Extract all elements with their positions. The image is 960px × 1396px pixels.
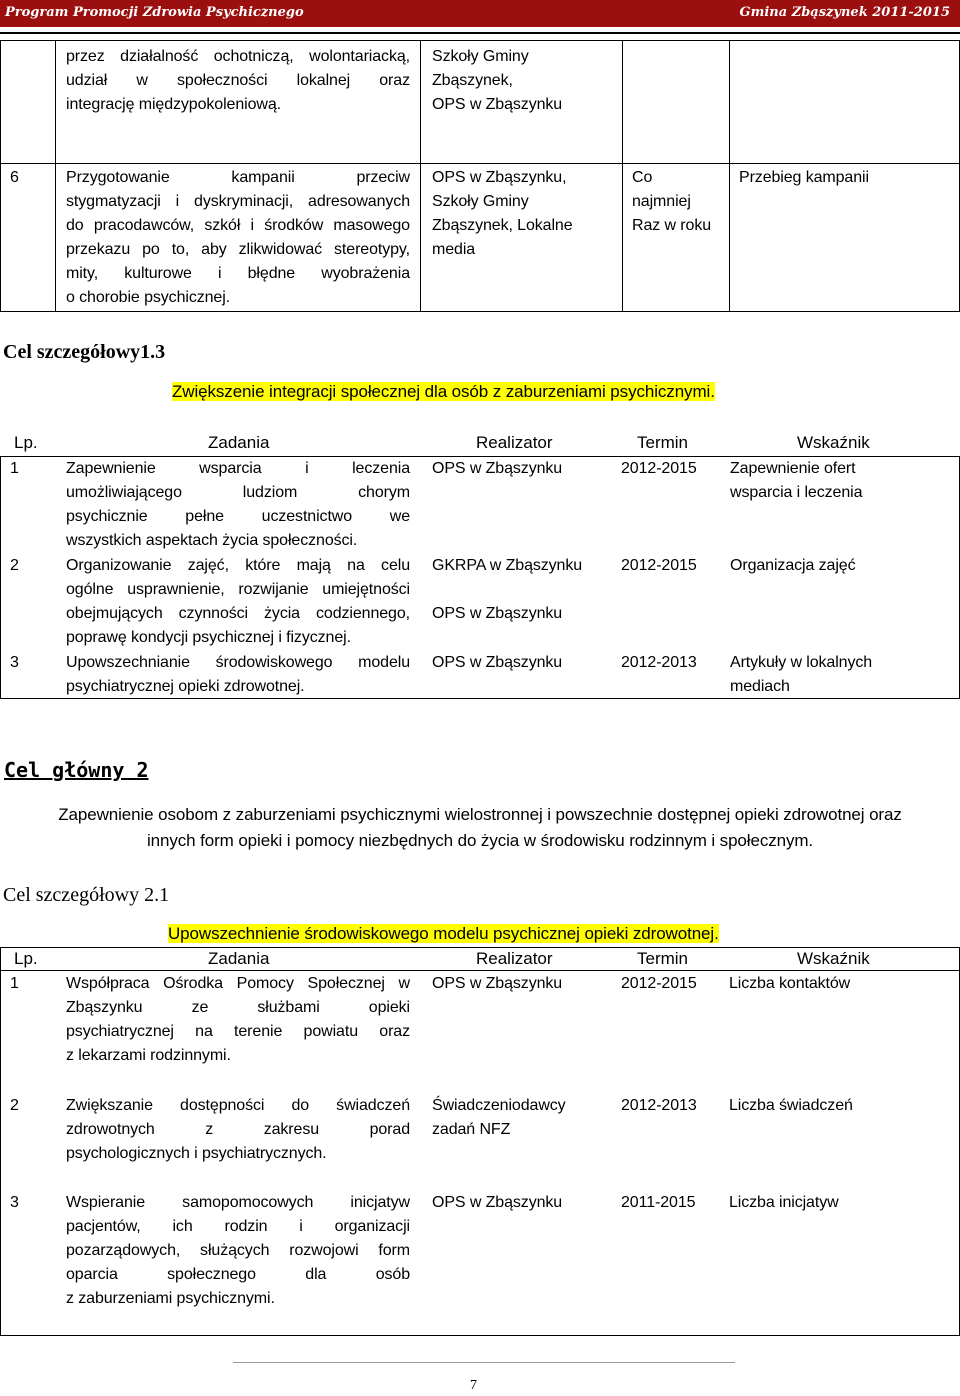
table-border bbox=[0, 970, 960, 971]
header-rule bbox=[0, 32, 960, 34]
task-line: psychiatrycznej opieki zdrowotnej. bbox=[66, 678, 305, 695]
realizer-cell bbox=[432, 166, 617, 262]
table-border bbox=[0, 40, 1, 311]
term-cell: 2012-2015 bbox=[621, 975, 697, 992]
task-line: obejmujących czynności życia codziennego, bbox=[66, 605, 410, 622]
task-line: do pracodawców, szkół i środków masowego bbox=[66, 217, 410, 234]
realizer-line: media bbox=[432, 241, 476, 258]
task-line: z lekarzami rodzinnymi. bbox=[66, 1047, 231, 1064]
task-line: Zbąszynku ze służbami opieki bbox=[66, 999, 410, 1016]
header-program-title: Program Promocji Zdrowia Psychicznego bbox=[5, 5, 304, 20]
table-border bbox=[0, 947, 960, 948]
col-header-term: Termin bbox=[637, 949, 689, 968]
realizer-line: zadań NFZ bbox=[432, 1121, 511, 1138]
task-line: ogólne usprawnienie, rozwijanie umiejętności bbox=[66, 581, 410, 598]
table-border bbox=[0, 311, 960, 312]
task-line: wszystkich aspektach życia społeczności. bbox=[66, 532, 358, 549]
col-header-indicator: Wskaźnik bbox=[797, 949, 870, 968]
realizer-line: OPS w Zbąszynku bbox=[432, 96, 563, 113]
indicator-cell bbox=[730, 651, 955, 699]
col-header-term: Termin bbox=[637, 433, 689, 452]
col-header-realizer: Realizator bbox=[476, 949, 553, 968]
realizer-line: Zbąszynek, Lokalne bbox=[432, 217, 573, 234]
term-line: najmniej bbox=[632, 193, 691, 210]
realizer-cell: GKRPA w Zbąszynku bbox=[432, 557, 583, 574]
task-line: Przygotowanie kampanii przeciw bbox=[66, 169, 410, 186]
indicator-line: Zapewnienie ofert bbox=[730, 460, 856, 477]
task-line: psychologicznych i psychiatrycznych. bbox=[66, 1145, 327, 1162]
indicator-cell: Organizacja zajęć bbox=[730, 557, 856, 574]
task-line: Zapewnienie wsparcia i leczenia bbox=[66, 460, 410, 477]
description-line: innych form opieki i pomocy niezbędnych do życia w środowisku rodzinnym i społecznym. bbox=[146, 831, 814, 850]
term-cell bbox=[632, 166, 727, 238]
goal-2-1-heading: Cel szczegółowy 2.1 bbox=[3, 884, 170, 906]
footer-rule bbox=[233, 1362, 735, 1363]
col-header-tasks: Zadania bbox=[208, 433, 270, 452]
row-number: 1 bbox=[10, 975, 19, 992]
main-goal-2-description bbox=[0, 802, 960, 854]
table-border bbox=[0, 456, 1, 698]
indicator-cell: Liczba świadczeń bbox=[729, 1097, 853, 1114]
term-line: Co bbox=[632, 169, 653, 186]
table-border bbox=[729, 40, 730, 311]
task-line: udział w społeczności lokalnej oraz bbox=[66, 72, 410, 89]
objective-highlight: Upowszechnienie środowiskowego modelu psychicznej opieki zdrowotnej. bbox=[168, 924, 719, 943]
table-border bbox=[55, 40, 56, 311]
task-cell bbox=[66, 1094, 410, 1166]
realizer-cell bbox=[432, 45, 617, 117]
table-border bbox=[420, 40, 421, 311]
task-cell bbox=[66, 45, 410, 117]
task-line: psychicznie pełne uczestnictwo we bbox=[66, 508, 410, 525]
task-line: zdrowotnych z zakresu porad bbox=[66, 1121, 410, 1138]
task-line: Wspieranie samopomocowych inicjatyw bbox=[66, 1194, 410, 1211]
objective-highlight: Zwiększenie integracji społecznej dla osób z zaburzeniami psychicznymi. bbox=[172, 382, 715, 401]
indicator-cell: Liczba kontaktów bbox=[729, 975, 851, 992]
term-cell: 2012-2013 bbox=[621, 654, 697, 671]
task-line: przez działalność ochotniczą, wolontariacką, bbox=[66, 48, 410, 65]
task-cell bbox=[66, 554, 410, 650]
table-border bbox=[0, 1335, 960, 1336]
term-cell: 2011-2015 bbox=[621, 1194, 696, 1211]
task-line: przekazu po to, aby zlikwidować stereotypy, bbox=[66, 241, 410, 258]
term-cell: 2012-2015 bbox=[621, 460, 697, 477]
indicator-line: mediach bbox=[730, 678, 790, 695]
row-number: 3 bbox=[10, 654, 19, 671]
realizer-cell: OPS w Zbąszynku bbox=[432, 605, 563, 622]
task-line: Organizowanie zajęć, które mają na celu bbox=[66, 557, 410, 574]
task-line: z zaburzeniami psychicznymi. bbox=[66, 1290, 275, 1307]
task-line: oparcia społecznego dla osób bbox=[66, 1266, 410, 1283]
indicator-cell bbox=[730, 457, 955, 505]
realizer-line: OPS w Zbąszynku, bbox=[432, 169, 567, 186]
realizer-line: Szkoły Gminy bbox=[432, 48, 529, 65]
term-cell: 2012-2015 bbox=[621, 557, 697, 574]
header-municipality: Gmina Zbąszynek 2011-2015 bbox=[739, 5, 950, 20]
task-line: Współpraca Ośrodka Pomocy Społecznej w bbox=[66, 975, 410, 992]
table-border bbox=[0, 163, 960, 164]
row-number: 3 bbox=[10, 1194, 19, 1211]
realizer-line: Świadczeniodawcy bbox=[432, 1097, 566, 1114]
task-cell bbox=[66, 1191, 410, 1311]
realizer-cell bbox=[432, 1094, 566, 1142]
task-line: Upowszechnianie środowiskowego modelu bbox=[66, 654, 410, 671]
indicator-line: wsparcia i leczenia bbox=[730, 484, 863, 501]
task-line: pacjentów, ich rodzin i organizacji bbox=[66, 1218, 410, 1235]
goal-2-1-objective bbox=[168, 922, 719, 946]
indicator-cell: Przebieg kampanii bbox=[739, 169, 869, 186]
indicator-line: Artykuły w lokalnych bbox=[730, 654, 873, 671]
page-number: 7 bbox=[470, 1378, 477, 1393]
description-line: Zapewnienie osobom z zaburzeniami psychicznymi wielostronnej i powszechnie dostępnej opieki zdrowotnej oraz bbox=[58, 805, 902, 824]
table-border bbox=[0, 947, 1, 1335]
task-line: stygmatyzacji i dyskryminacji, adresowanych bbox=[66, 193, 410, 210]
task-line: poprawę kondycji psychicznej i fizycznej. bbox=[66, 629, 351, 646]
task-line: pozarządowych, służących rozwojowi form bbox=[66, 1242, 410, 1259]
task-line: mity, kulturowe i błędne wyobrażenia bbox=[66, 265, 410, 282]
goal-1-3-objective bbox=[172, 380, 715, 404]
realizer-line: Szkoły Gminy bbox=[432, 193, 529, 210]
row-number: 2 bbox=[10, 1097, 19, 1114]
realizer-cell: OPS w Zbąszynku bbox=[432, 460, 563, 477]
col-header-realizer: Realizator bbox=[476, 433, 553, 452]
row-number: 2 bbox=[10, 557, 19, 574]
realizer-line: Zbąszynek, bbox=[432, 72, 513, 89]
col-header-indicator: Wskaźnik bbox=[797, 433, 870, 452]
task-line: o chorobie psychicznej. bbox=[66, 289, 231, 306]
page-header bbox=[0, 0, 960, 27]
goal-1-3-heading: Cel szczegółowy1.3 bbox=[3, 341, 166, 363]
row-number: 6 bbox=[10, 169, 19, 186]
task-cell bbox=[66, 651, 410, 699]
realizer-cell: OPS w Zbąszynku bbox=[432, 975, 563, 992]
row-number: 1 bbox=[10, 460, 19, 477]
main-goal-2-title: Cel główny 2 bbox=[4, 758, 149, 782]
task-cell bbox=[66, 457, 410, 553]
col-header-lp: Lp. bbox=[14, 433, 38, 452]
term-cell: 2012-2013 bbox=[621, 1097, 697, 1114]
col-header-lp: Lp. bbox=[14, 949, 38, 968]
table-border bbox=[622, 40, 623, 311]
table-border bbox=[0, 40, 960, 41]
task-line: umożliwiającego ludziom chorym bbox=[66, 484, 410, 501]
task-cell bbox=[66, 972, 410, 1068]
task-cell bbox=[66, 166, 410, 310]
indicator-cell: Liczba inicjatyw bbox=[729, 1194, 839, 1211]
task-line: Zwiększanie dostępności do świadczeń bbox=[66, 1097, 410, 1114]
task-line: psychiatrycznej na terenie powiatu oraz bbox=[66, 1023, 410, 1040]
term-line: Raz w roku bbox=[632, 217, 712, 234]
realizer-cell: OPS w Zbąszynku bbox=[432, 654, 563, 671]
task-line: integrację międzypokoleniową. bbox=[66, 96, 281, 113]
realizer-cell: OPS w Zbąszynku bbox=[432, 1194, 563, 1211]
col-header-tasks: Zadania bbox=[208, 949, 270, 968]
